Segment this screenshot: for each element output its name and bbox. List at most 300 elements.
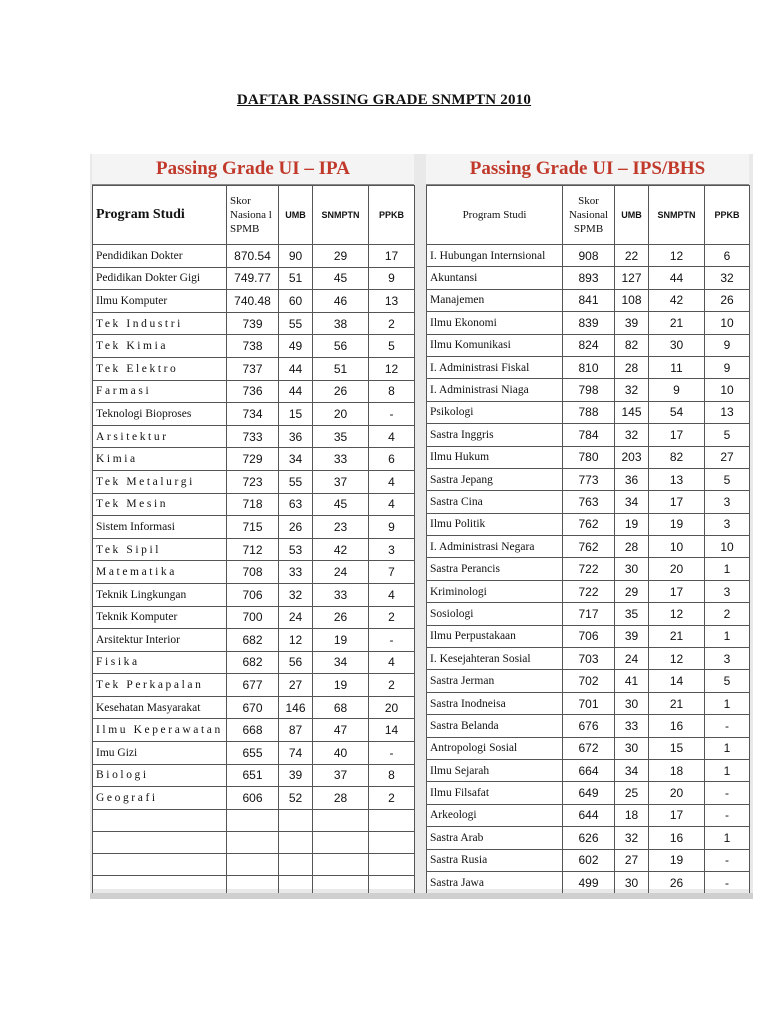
ipa-empty-row (93, 809, 415, 831)
ipa-program-cell: Arsitektur (93, 425, 227, 448)
ipa-program-cell: Teknologi Bioproses (93, 403, 227, 426)
ips-program-cell: I. Administrasi Fiskal (427, 356, 563, 378)
ips-value-cell: 1 (705, 558, 750, 580)
ipa-value-cell: 46 (313, 290, 369, 313)
ips-value-cell: 5 (705, 424, 750, 446)
ips-value-cell: 27 (615, 849, 649, 871)
ips-value-cell: 30 (649, 334, 705, 356)
ips-value-cell: 12 (649, 245, 705, 267)
ipa-value-cell: 14 (369, 719, 415, 742)
ips-row (427, 446, 750, 468)
ips-value-cell: 18 (649, 759, 705, 781)
ipa-value-cell: 34 (279, 448, 313, 471)
ipa-value-cell: 708 (227, 561, 279, 584)
ips-value-cell: 26 (705, 289, 750, 311)
ips-value-cell: 6 (705, 245, 750, 267)
ipa-value-cell: 55 (279, 470, 313, 493)
ips-value-cell: 34 (615, 759, 649, 781)
ipa-value-cell: 19 (313, 674, 369, 697)
ipa-program-cell: Tek Elektro (93, 357, 227, 380)
ips-program-cell: Arkeologi (427, 804, 563, 826)
ips-row (427, 424, 750, 446)
ips-value-cell: 28 (615, 536, 649, 558)
ipa-value-cell: 55 (279, 312, 313, 335)
ipa-program-cell: Tek Perkapalan (93, 674, 227, 697)
ipa-program-cell: Ilmu Keperawatan (93, 719, 227, 742)
page-title: DAFTAR PASSING GRADE SNMPTN 2010 (236, 92, 532, 108)
ips-value-cell: 1 (705, 827, 750, 849)
ipa-value-cell: 56 (279, 651, 313, 674)
ips-row (427, 401, 750, 423)
ips-value-cell: 26 (649, 871, 705, 893)
ipa-program-cell: Kesehatan Masyarakat (93, 696, 227, 719)
ipa-program-cell: Arsitektur Interior (93, 629, 227, 652)
ipa-value-cell: 19 (313, 629, 369, 652)
ips-value-cell: 1 (705, 737, 750, 759)
ips-program-cell: Sastra Rusia (427, 849, 563, 871)
ipa-empty-cell (93, 853, 227, 875)
ips-value-cell: 2 (705, 603, 750, 625)
ips-row (427, 536, 750, 558)
ips-row (427, 245, 750, 267)
ipa-value-cell: - (369, 629, 415, 652)
ipa-empty-row (93, 831, 415, 853)
ipa-value-cell: 44 (279, 380, 313, 403)
ips-value-cell: 42 (649, 289, 705, 311)
ips-value-cell: 649 (563, 782, 615, 804)
ips-value-cell: 701 (563, 692, 615, 714)
ipa-value-cell: - (369, 742, 415, 765)
ips-value-cell: - (705, 804, 750, 826)
ipa-row (93, 696, 415, 719)
ips-value-cell: 5 (705, 670, 750, 692)
ipa-value-cell: 870.54 (227, 245, 279, 268)
ipa-program-cell: Imu Gizi (93, 742, 227, 765)
ipa-col-program: Program Studi (93, 186, 227, 245)
ips-row (427, 603, 750, 625)
ipa-empty-cell (369, 809, 415, 831)
ipa-header-row (93, 186, 415, 245)
ipa-value-cell: 26 (313, 380, 369, 403)
ipa-value-cell: 6 (369, 448, 415, 471)
ips-col-snmptn: SNMPTN (649, 186, 705, 245)
ips-value-cell: 9 (705, 356, 750, 378)
ips-value-cell: 11 (649, 356, 705, 378)
ips-value-cell: 3 (705, 491, 750, 513)
ipa-empty-cell (227, 809, 279, 831)
ipa-program-cell: Tek Sipil (93, 538, 227, 561)
ips-value-cell: 717 (563, 603, 615, 625)
ips-value-cell: 10 (705, 312, 750, 334)
ipa-value-cell: 23 (313, 516, 369, 539)
ipa-value-cell: 651 (227, 764, 279, 787)
ipa-value-cell: 26 (313, 606, 369, 629)
ipa-program-cell: Fisika (93, 651, 227, 674)
ipa-value-cell: 738 (227, 335, 279, 358)
ips-program-cell: Sastra Inodneisa (427, 692, 563, 714)
ips-value-cell: 30 (615, 692, 649, 714)
ips-value-cell: 16 (649, 827, 705, 849)
ipa-program-cell: Geografi (93, 787, 227, 810)
ips-value-cell: 16 (649, 715, 705, 737)
ipa-value-cell: 4 (369, 470, 415, 493)
ips-program-cell: Psikologi (427, 401, 563, 423)
ips-program-cell: Sastra Cina (427, 491, 563, 513)
ips-value-cell: 499 (563, 871, 615, 893)
ipa-value-cell: 700 (227, 606, 279, 629)
ipa-value-cell: 15 (279, 403, 313, 426)
ips-program-cell: Ilmu Sejarah (427, 759, 563, 781)
ipa-value-cell: 655 (227, 742, 279, 765)
ips-header-row (427, 186, 750, 245)
ips-row (427, 648, 750, 670)
ipa-value-cell: 9 (369, 267, 415, 290)
ipa-program-cell: Tek Metalurgi (93, 470, 227, 493)
ipa-value-cell: 2 (369, 606, 415, 629)
ips-value-cell: 12 (649, 603, 705, 625)
ips-value-cell: 32 (705, 267, 750, 289)
ipa-value-cell: 68 (313, 696, 369, 719)
ipa-heading: Passing Grade UI – IPA (92, 154, 414, 185)
ips-program-cell: Ilmu Hukum (427, 446, 563, 468)
ips-value-cell: 19 (649, 513, 705, 535)
ips-value-cell: 203 (615, 446, 649, 468)
ipa-empty-cell (313, 809, 369, 831)
ipa-value-cell: 24 (279, 606, 313, 629)
ipa-program-cell: Teknik Lingkungan (93, 583, 227, 606)
ipa-program-cell: Tek Mesin (93, 493, 227, 516)
ips-value-cell: 27 (705, 446, 750, 468)
ips-value-cell: 33 (615, 715, 649, 737)
ips-value-cell: 21 (649, 692, 705, 714)
ipa-col-umb: UMB (279, 186, 313, 245)
ips-value-cell: 39 (615, 625, 649, 647)
ipa-value-cell: 4 (369, 651, 415, 674)
ipa-value-cell: 736 (227, 380, 279, 403)
ips-row (427, 267, 750, 289)
ips-value-cell: 780 (563, 446, 615, 468)
ips-col-skor: Skor Nasional SPMB (563, 186, 615, 245)
ipa-value-cell: 74 (279, 742, 313, 765)
ips-program-cell: Sastra Jepang (427, 468, 563, 490)
ips-value-cell: 9 (649, 379, 705, 401)
ipa-value-cell: 35 (313, 425, 369, 448)
ipa-row (93, 742, 415, 765)
ips-value-cell: 602 (563, 849, 615, 871)
ipa-empty-cell (369, 853, 415, 875)
ips-program-cell: Ilmu Perpustakaan (427, 625, 563, 647)
ips-value-cell: 672 (563, 737, 615, 759)
ips-row (427, 379, 750, 401)
ips-value-cell: 28 (615, 356, 649, 378)
ipa-value-cell: 44 (279, 357, 313, 380)
ips-program-cell: I. Administrasi Niaga (427, 379, 563, 401)
ipa-value-cell: 606 (227, 787, 279, 810)
ips-program-cell: I. Administrasi Negara (427, 536, 563, 558)
ips-row (427, 625, 750, 647)
ips-value-cell: 32 (615, 379, 649, 401)
ips-value-cell: 3 (705, 648, 750, 670)
ipa-row (93, 403, 415, 426)
ips-value-cell: 15 (649, 737, 705, 759)
ips-value-cell: 841 (563, 289, 615, 311)
ips-value-cell: 32 (615, 827, 649, 849)
ips-program-cell: Sastra Jerman (427, 670, 563, 692)
ipa-panel (92, 154, 414, 889)
ipa-value-cell: 677 (227, 674, 279, 697)
ips-value-cell: 763 (563, 491, 615, 513)
ips-value-cell: 664 (563, 759, 615, 781)
ips-col-ppkb: PPKB (705, 186, 750, 245)
ips-value-cell: 17 (649, 804, 705, 826)
ipa-col-snmptn: SNMPTN (313, 186, 369, 245)
ipa-program-cell: Teknik Komputer (93, 606, 227, 629)
ipa-value-cell: 38 (313, 312, 369, 335)
ips-program-cell: Manajemen (427, 289, 563, 311)
ips-value-cell: 36 (615, 468, 649, 490)
ipa-value-cell: 2 (369, 674, 415, 697)
ipa-program-cell: Pedidikan Dokter Gigi (93, 267, 227, 290)
ipa-value-cell: 5 (369, 335, 415, 358)
ipa-empty-cell (313, 831, 369, 853)
ipa-row (93, 538, 415, 561)
ipa-value-cell: 47 (313, 719, 369, 742)
ipa-value-cell: 53 (279, 538, 313, 561)
ips-value-cell: 12 (649, 648, 705, 670)
ips-program-cell: Sastra Inggris (427, 424, 563, 446)
ips-row (427, 356, 750, 378)
ips-value-cell: 24 (615, 648, 649, 670)
ips-value-cell: 25 (615, 782, 649, 804)
ipa-value-cell: 4 (369, 583, 415, 606)
ips-value-cell: 34 (615, 491, 649, 513)
ips-heading: Passing Grade UI – IPS/BHS (426, 154, 749, 185)
ips-row (427, 491, 750, 513)
ipa-value-cell: 20 (369, 696, 415, 719)
ipa-row (93, 606, 415, 629)
ipa-value-cell: 45 (313, 267, 369, 290)
ipa-value-cell: 4 (369, 425, 415, 448)
ipa-value-cell: 3 (369, 538, 415, 561)
ipa-value-cell: 7 (369, 561, 415, 584)
ipa-value-cell: 37 (313, 470, 369, 493)
ipa-empty-cell (227, 853, 279, 875)
ips-col-program: Program Studi (427, 186, 563, 245)
ips-row (427, 670, 750, 692)
ipa-value-cell: 27 (279, 674, 313, 697)
ipa-program-cell: Pendidikan Dokter (93, 245, 227, 268)
ipa-value-cell: 2 (369, 787, 415, 810)
ipa-empty-cell (227, 831, 279, 853)
ips-value-cell: 54 (649, 401, 705, 423)
ipa-value-cell: 34 (313, 651, 369, 674)
ips-value-cell: 10 (705, 379, 750, 401)
ipa-empty-cell (93, 809, 227, 831)
ips-program-cell: Ilmu Filsafat (427, 782, 563, 804)
ips-program-cell: Sosiologi (427, 603, 563, 625)
ips-value-cell: 722 (563, 558, 615, 580)
ips-value-cell: 1 (705, 759, 750, 781)
ips-program-cell: Kriminologi (427, 580, 563, 602)
ips-value-cell: 19 (649, 849, 705, 871)
ips-program-cell: Sastra Arab (427, 827, 563, 849)
ips-value-cell: 35 (615, 603, 649, 625)
ips-value-cell: 17 (649, 424, 705, 446)
ips-value-cell: 762 (563, 536, 615, 558)
ips-row (427, 580, 750, 602)
ips-row (427, 513, 750, 535)
ips-value-cell: 20 (649, 558, 705, 580)
ipa-value-cell: 670 (227, 696, 279, 719)
ips-value-cell: 145 (615, 401, 649, 423)
ipa-value-cell: 45 (313, 493, 369, 516)
ipa-row (93, 448, 415, 471)
ips-program-cell: Akuntansi (427, 267, 563, 289)
ips-value-cell: 1 (705, 625, 750, 647)
ipa-table (92, 185, 415, 898)
ips-value-cell: - (705, 782, 750, 804)
ips-value-cell: 82 (615, 334, 649, 356)
ipa-row (93, 516, 415, 539)
ipa-value-cell: 682 (227, 629, 279, 652)
ipa-value-cell: - (369, 403, 415, 426)
ipa-empty-cell (313, 853, 369, 875)
ips-value-cell: 10 (649, 536, 705, 558)
ipa-value-cell: 740.48 (227, 290, 279, 313)
ips-value-cell: 20 (649, 782, 705, 804)
ipa-value-cell: 2 (369, 312, 415, 335)
ips-value-cell: 41 (615, 670, 649, 692)
ipa-empty-cell (279, 831, 313, 853)
ips-program-cell: Ilmu Politik (427, 513, 563, 535)
ipa-value-cell: 33 (313, 448, 369, 471)
ips-value-cell: 14 (649, 670, 705, 692)
ips-program-cell: Sastra Perancis (427, 558, 563, 580)
ips-program-cell: Ilmu Komunikasi (427, 334, 563, 356)
ipa-program-cell: Sistem Informasi (93, 516, 227, 539)
spreadsheet-image (90, 154, 753, 899)
ips-value-cell: 5 (705, 468, 750, 490)
ipa-empty-cell (369, 831, 415, 853)
ips-value-cell: 21 (649, 312, 705, 334)
ips-program-cell: Antropologi Sosial (427, 737, 563, 759)
ipa-value-cell: 33 (313, 583, 369, 606)
ipa-value-cell: 51 (313, 357, 369, 380)
ipa-row (93, 674, 415, 697)
ipa-value-cell: 60 (279, 290, 313, 313)
ips-row (427, 759, 750, 781)
ipa-value-cell: 737 (227, 357, 279, 380)
ipa-row (93, 583, 415, 606)
ips-value-cell: 82 (649, 446, 705, 468)
ipa-value-cell: 706 (227, 583, 279, 606)
ipa-value-cell: 8 (369, 380, 415, 403)
ipa-row (93, 312, 415, 335)
ipa-value-cell: 8 (369, 764, 415, 787)
ips-value-cell: 13 (705, 401, 750, 423)
ipa-value-cell: 49 (279, 335, 313, 358)
ipa-value-cell: 734 (227, 403, 279, 426)
ipa-value-cell: 4 (369, 493, 415, 516)
ipa-value-cell: 723 (227, 470, 279, 493)
ipa-row (93, 493, 415, 516)
ipa-col-skor: Skor Nasiona l SPMB (227, 186, 279, 245)
ipa-row (93, 357, 415, 380)
ipa-program-cell: Ilmu Komputer (93, 290, 227, 313)
ips-value-cell: 706 (563, 625, 615, 647)
ipa-row (93, 380, 415, 403)
ipa-value-cell: 42 (313, 538, 369, 561)
ipa-program-cell: Tek Kimia (93, 335, 227, 358)
ips-value-cell: - (705, 849, 750, 871)
ips-value-cell: 908 (563, 245, 615, 267)
ipa-program-cell: Farmasi (93, 380, 227, 403)
ips-value-cell: 29 (615, 580, 649, 602)
ipa-value-cell: 729 (227, 448, 279, 471)
ipa-value-cell: 739 (227, 312, 279, 335)
ips-value-cell: 702 (563, 670, 615, 692)
ips-program-cell: Sastra Belanda (427, 715, 563, 737)
ipa-value-cell: 712 (227, 538, 279, 561)
ipa-col-ppkb: PPKB (369, 186, 415, 245)
ipa-value-cell: 749.77 (227, 267, 279, 290)
ipa-value-cell: 718 (227, 493, 279, 516)
ips-table (426, 185, 750, 894)
ips-value-cell: 722 (563, 580, 615, 602)
ips-row (427, 737, 750, 759)
ipa-value-cell: 20 (313, 403, 369, 426)
ips-value-cell: 30 (615, 737, 649, 759)
ips-value-cell: 3 (705, 580, 750, 602)
ips-value-cell: 21 (649, 625, 705, 647)
ipa-value-cell: 32 (279, 583, 313, 606)
ips-row (427, 715, 750, 737)
ips-value-cell: 788 (563, 401, 615, 423)
ipa-empty-row (93, 853, 415, 875)
ips-value-cell: 17 (649, 491, 705, 513)
ips-row (427, 804, 750, 826)
ips-value-cell: 784 (563, 424, 615, 446)
ipa-value-cell: 26 (279, 516, 313, 539)
ipa-program-cell: Matematika (93, 561, 227, 584)
ips-program-cell: Sastra Jawa (427, 871, 563, 893)
ipa-value-cell: 51 (279, 267, 313, 290)
ipa-row (93, 787, 415, 810)
ips-value-cell: 644 (563, 804, 615, 826)
ipa-value-cell: 733 (227, 425, 279, 448)
ipa-value-cell: 682 (227, 651, 279, 674)
ips-row (427, 289, 750, 311)
ipa-row (93, 425, 415, 448)
ips-row (427, 312, 750, 334)
ips-value-cell: 798 (563, 379, 615, 401)
ips-value-cell: 10 (705, 536, 750, 558)
ipa-row (93, 764, 415, 787)
ipa-value-cell: 36 (279, 425, 313, 448)
ipa-row (93, 335, 415, 358)
ips-value-cell: 19 (615, 513, 649, 535)
ips-value-cell: 839 (563, 312, 615, 334)
ips-value-cell: 9 (705, 334, 750, 356)
ips-row (427, 871, 750, 893)
ips-value-cell: 3 (705, 513, 750, 535)
ips-value-cell: 626 (563, 827, 615, 849)
ips-value-cell: 39 (615, 312, 649, 334)
ips-value-cell: 18 (615, 804, 649, 826)
ips-value-cell: 108 (615, 289, 649, 311)
ips-value-cell: 13 (649, 468, 705, 490)
ips-row (427, 468, 750, 490)
